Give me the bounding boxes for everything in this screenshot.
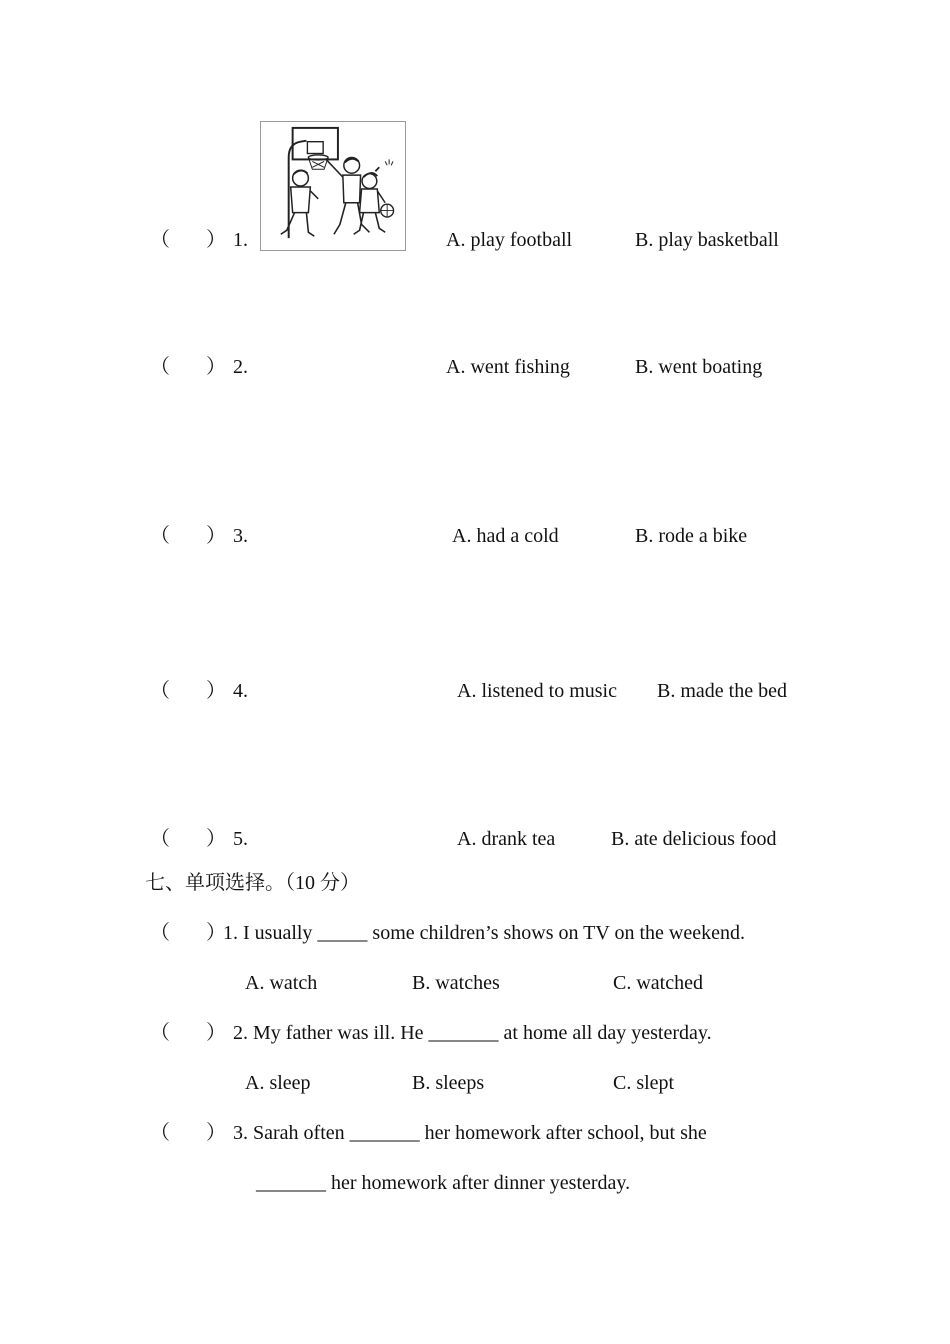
answer-paren-open: （ — [150, 922, 170, 944]
answer-paren-open: （ — [150, 356, 170, 378]
answer-paren-open: （ — [150, 680, 170, 702]
question-number: 4. — [233, 680, 248, 702]
question-number: 2. — [233, 356, 248, 378]
answer-paren-open: （ — [150, 1122, 170, 1144]
option-a[interactable]: A. play football — [446, 229, 573, 251]
option-a[interactable]: A. went fishing — [446, 356, 570, 378]
question-stem-continued: _______ her homework after dinner yesterday. — [256, 1172, 631, 1194]
question-stem: 2. My father was ill. He _______ at home all day yesterday. — [233, 1022, 712, 1044]
answer-paren-close: ） — [206, 922, 226, 944]
answer-paren-close: ） — [206, 525, 226, 547]
question-number: 3. — [233, 525, 248, 547]
option-b[interactable]: B. play basketball — [635, 229, 779, 251]
section-heading: 七、单项选择。（10 分） — [145, 872, 360, 894]
answer-paren-close: ） — [206, 1022, 226, 1044]
option-b[interactable]: B. sleeps — [412, 1072, 485, 1094]
option-c[interactable]: C. slept — [613, 1072, 675, 1094]
question-stem: 3. Sarah often _______ her homework after school, but she — [233, 1122, 707, 1144]
option-b[interactable]: B. ate delicious food — [611, 828, 777, 850]
answer-paren-close: ） — [206, 680, 226, 702]
answer-paren-close: ） — [206, 229, 226, 251]
basketball-players-icon — [260, 121, 406, 251]
option-b[interactable]: B. rode a bike — [635, 525, 748, 547]
answer-paren-open: （ — [150, 1022, 170, 1044]
option-a[interactable]: A. sleep — [245, 1072, 311, 1094]
answer-paren-close: ） — [206, 356, 226, 378]
question-number: 5. — [233, 828, 248, 850]
option-a[interactable]: A. listened to music — [457, 680, 617, 702]
option-a[interactable]: A. watch — [245, 972, 318, 994]
answer-paren-open: （ — [150, 525, 170, 547]
option-b[interactable]: B. watches — [412, 972, 500, 994]
option-b[interactable]: B. went boating — [635, 356, 763, 378]
question-stem: 1. I usually _____ some children’s shows on TV on the weekend. — [223, 922, 745, 944]
answer-paren-close: ） — [206, 1122, 226, 1144]
answer-paren-open: （ — [150, 828, 170, 850]
answer-paren-close: ） — [206, 828, 226, 850]
option-a[interactable]: A. had a cold — [452, 525, 559, 547]
option-c[interactable]: C. watched — [613, 972, 703, 994]
option-a[interactable]: A. drank tea — [457, 828, 556, 850]
option-b[interactable]: B. made the bed — [657, 680, 787, 702]
answer-paren-open: （ — [150, 229, 170, 251]
question-number: 1. — [233, 229, 248, 251]
